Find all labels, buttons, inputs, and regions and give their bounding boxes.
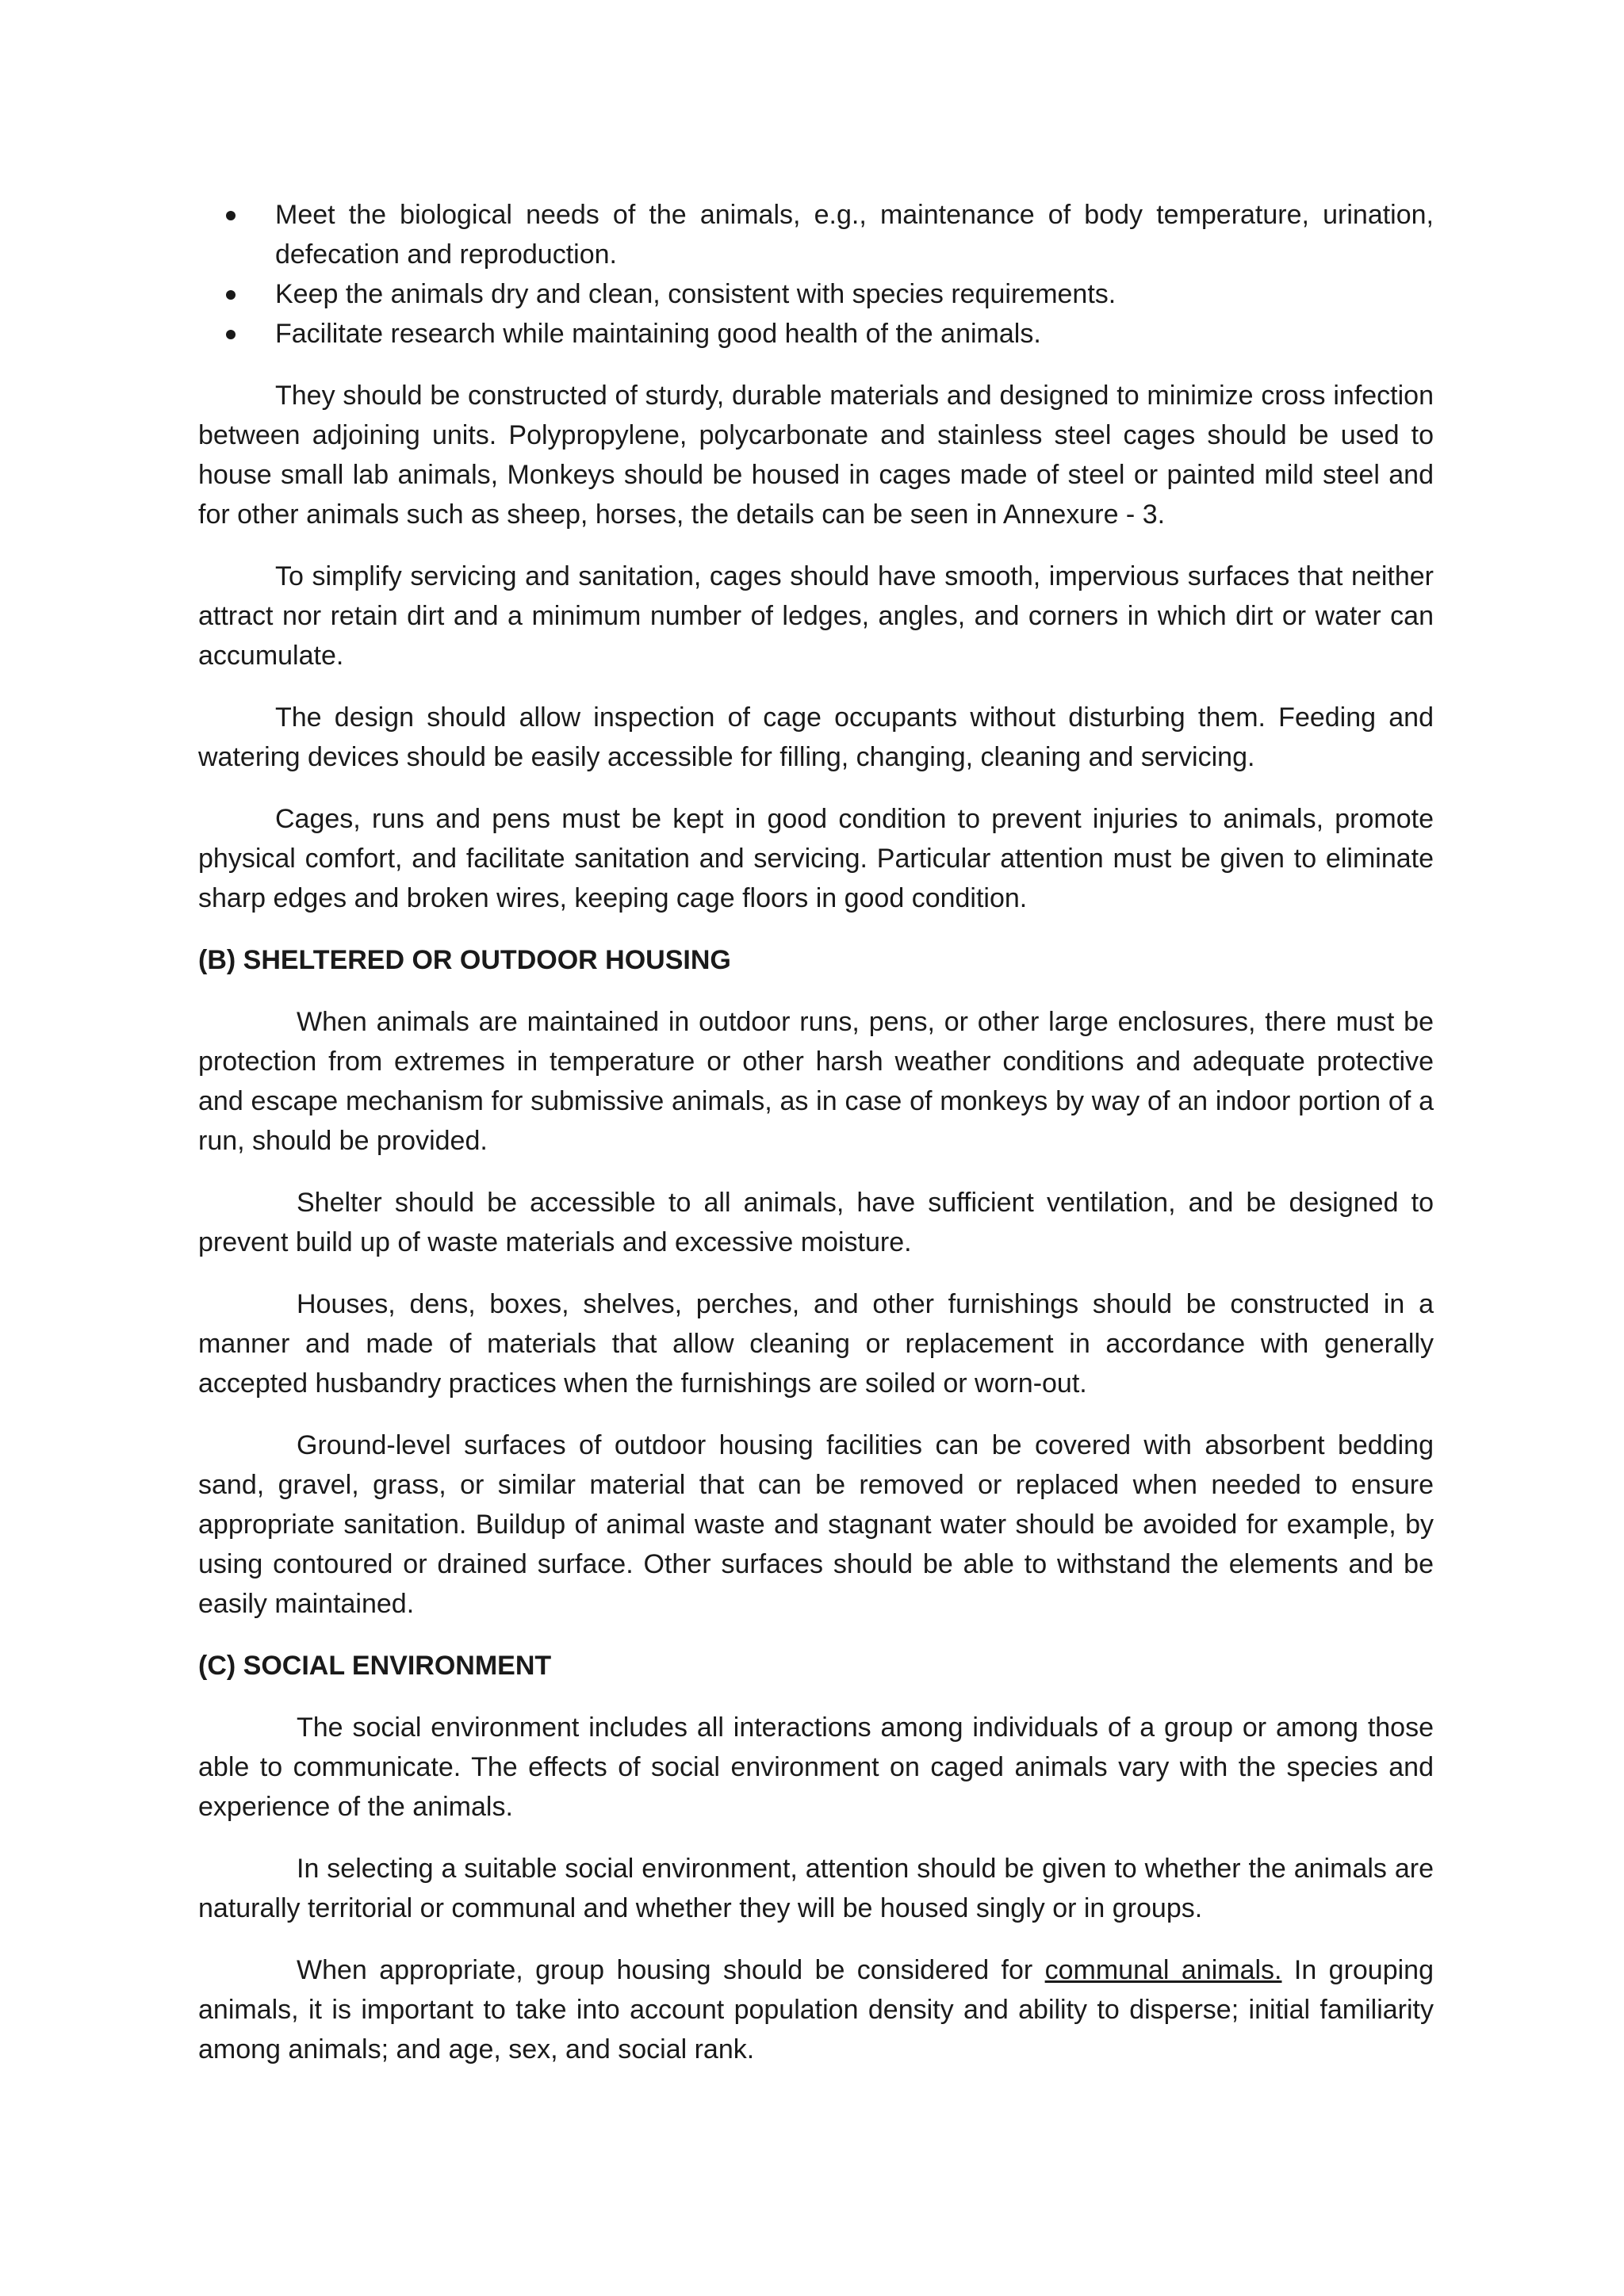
paragraph: In selecting a suitable social environment, attention should be given to whether the animals are naturally territorial or communal and whether they will be housed singly or in groups. bbox=[198, 1854, 1434, 1923]
paragraph: Houses, dens, boxes, shelves, perches, and other furnishings should be constructed in a manner and made of materials that allow cleaning or replacement in accordance with generally accepted husbandry practices when the furnishings are soiled or worn-out. bbox=[198, 1289, 1434, 1399]
section-heading: (B) SHELTERED OR OUTDOOR HOUSING bbox=[198, 945, 731, 975]
paragraph: Shelter should be accessible to all animals, have sufficient ventilation, and be designed to prevent build up of waste materials and excessive moisture. bbox=[198, 1188, 1434, 1257]
bullet-icon bbox=[226, 290, 236, 300]
paragraph: Cages, runs and pens must be kept in good condition to prevent injuries to animals, promote physical comfort, and facilitate sanitation and servicing. Particular attention must be given to eliminate sharp edges and broken wires, keeping cage floors in good condition. bbox=[198, 804, 1434, 913]
list-item bbox=[198, 314, 1434, 354]
bullet-icon bbox=[226, 330, 236, 339]
bullet-icon bbox=[226, 211, 236, 220]
paragraph-text: In grouping animals, it is important to take into account population density and ability to disperse; initial familiarity among animals; and age, sex, and social rank. bbox=[198, 1955, 1434, 2064]
paragraph: Ground-level surfaces of outdoor housing facilities can be covered with absorbent bedding sand, gravel, grass, or similar material that can be removed or replaced when needed to ensure appropriate sanitation. Buildup of animal waste and stagnant water should be avoided for example, by using contoured or drained surface. Other surfaces should be able to withstand the elements and be easily maintained. bbox=[198, 1430, 1434, 1619]
underlined-term: communal animals. bbox=[1044, 1955, 1282, 1985]
paragraph bbox=[198, 1950, 1434, 2069]
document-page bbox=[198, 195, 1434, 2091]
paragraph-text: When appropriate, group housing should be considered for bbox=[297, 1955, 1045, 1985]
paragraph: The social environment includes all interactions among individuals of a group or among those able to communicate. The effects of social environment on caged animals vary with the species and experience of the animals. bbox=[198, 1712, 1434, 1822]
section-heading: (C) SOCIAL ENVIRONMENT bbox=[198, 1651, 552, 1681]
list-item-text: Keep the animals dry and clean, consistent with species requirements. bbox=[275, 279, 1116, 309]
paragraph: When animals are maintained in outdoor runs, pens, or other large enclosures, there must be protection from extremes in temperature or other harsh weather conditions and adequate protective and escape mechanism for submissive animals, as in case of monkeys by way of an indoor portion of a run, should be provided. bbox=[198, 1007, 1434, 1156]
paragraph: To simplify servicing and sanitation, cages should have smooth, impervious surfaces that neither attract nor retain dirt and a minimum number of ledges, angles, and corners in which dirt or water can accumulate. bbox=[198, 561, 1434, 671]
list-item-text: Meet the biological needs of the animals, e.g., maintenance of body temperature, urination, defecation and reproduction. bbox=[275, 200, 1434, 270]
requirements-list bbox=[198, 195, 1434, 354]
list-item bbox=[198, 274, 1434, 314]
paragraph: The design should allow inspection of cage occupants without disturbing them. Feeding and watering devices should be easily accessible for filling, changing, cleaning and servicing. bbox=[198, 702, 1434, 772]
list-item bbox=[198, 195, 1434, 274]
paragraph: They should be constructed of sturdy, durable materials and designed to minimize cross infection between adjoining units. Polypropylene, polycarbonate and stainless steel cages should be used to house small lab animals, Monkeys should be housed in cages made of steel or painted mild steel and for other animals such as sheep, horses, the details can be seen in Annexure - 3. bbox=[198, 381, 1434, 530]
list-item-text: Facilitate research while maintaining good health of the animals. bbox=[275, 319, 1041, 349]
